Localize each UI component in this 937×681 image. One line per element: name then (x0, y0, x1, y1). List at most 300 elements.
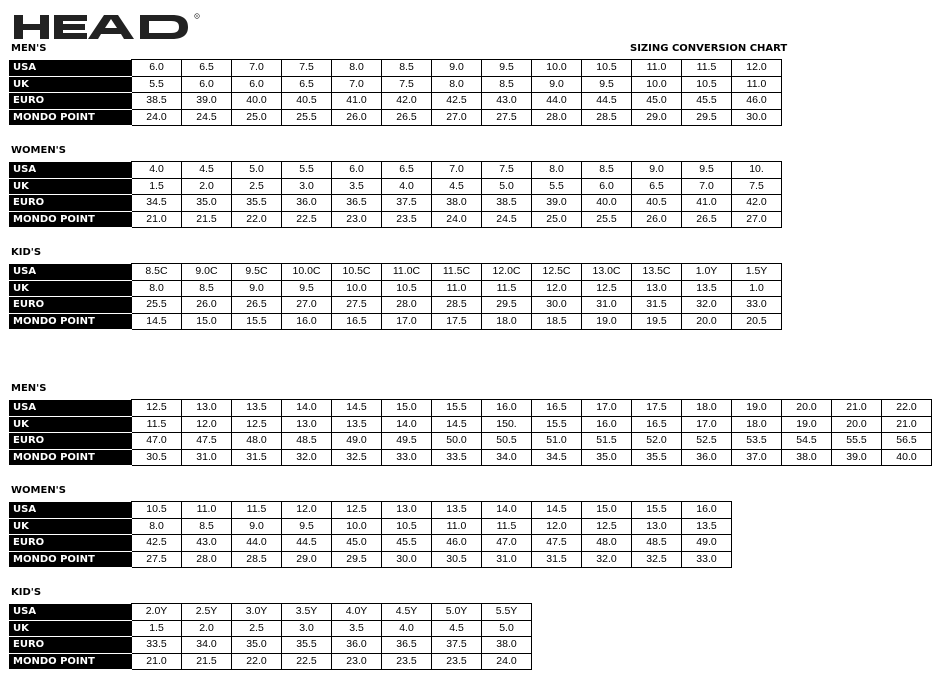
size-cell: 25.5 (132, 297, 182, 314)
size-cell: 16.0 (682, 502, 732, 519)
size-cell: 34.5 (532, 449, 582, 466)
size-cell: 35.5 (282, 637, 332, 654)
size-cell: 49.5 (382, 433, 432, 450)
size-cell: 8.0 (132, 280, 182, 297)
size-cell: 6.0 (582, 178, 632, 195)
size-cell: 4.0Y (332, 604, 382, 621)
size-cell: 7.0 (332, 76, 382, 93)
size-cell: 24.5 (482, 211, 532, 228)
size-cell: 16.0 (482, 400, 532, 417)
size-cell: 32.5 (332, 449, 382, 466)
size-cell: 34.5 (132, 195, 182, 212)
size-cell: 10. (732, 162, 782, 179)
size-cell: 40.5 (632, 195, 682, 212)
size-cell: 29.5 (682, 109, 732, 126)
size-cell: 16.0 (282, 313, 332, 330)
size-cell: 44.5 (582, 93, 632, 110)
size-cell: 45.0 (332, 535, 382, 552)
size-cell: 40.5 (282, 93, 332, 110)
size-cell: 33.0 (732, 297, 782, 314)
table-row (10, 433, 932, 450)
size-cell: 47.5 (182, 433, 232, 450)
size-cell: 8.0 (532, 162, 582, 179)
size-cell: 13.5 (232, 400, 282, 417)
size-cell: 10.5 (682, 76, 732, 93)
table-row (10, 653, 532, 670)
size-cell: 21.0 (882, 416, 932, 433)
size-cell: 23.0 (332, 211, 382, 228)
size-cell: 35.0 (182, 195, 232, 212)
size-cell: 16.0 (582, 416, 632, 433)
size-cell: 26.0 (182, 297, 232, 314)
table-row (10, 518, 732, 535)
size-cell: 35.5 (232, 195, 282, 212)
size-cell: 31.0 (182, 449, 232, 466)
size-cell: 3.5Y (282, 604, 332, 621)
size-cell: 16.5 (532, 400, 582, 417)
size-cell: 10.0C (282, 264, 332, 281)
size-cell: 55.5 (832, 433, 882, 450)
size-cell: 33.0 (382, 449, 432, 466)
size-cell: 6.0 (232, 76, 282, 93)
row-label: USA (10, 502, 132, 519)
size-cell: 29.0 (632, 109, 682, 126)
size-cell: 4.5 (432, 620, 482, 637)
table-row (10, 620, 532, 637)
size-cell: 46.0 (432, 535, 482, 552)
size-cell: 16.5 (332, 313, 382, 330)
size-cell: 36.0 (682, 449, 732, 466)
size-cell: 40.0 (582, 195, 632, 212)
size-cell: 37.5 (432, 637, 482, 654)
size-cell: 7.0 (432, 162, 482, 179)
size-cell: 22.0 (232, 653, 282, 670)
table-row (10, 93, 782, 110)
size-cell: 28.0 (182, 551, 232, 568)
size-cell: 2.5Y (182, 604, 232, 621)
size-cell: 2.0Y (132, 604, 182, 621)
size-cell: 51.5 (582, 433, 632, 450)
size-cell: 26.5 (382, 109, 432, 126)
size-cell: 8.5 (182, 518, 232, 535)
size-cell: 22.0 (232, 211, 282, 228)
size-cell: 2.0 (182, 620, 232, 637)
row-label: EURO (10, 535, 132, 552)
size-cell: 11.5 (682, 60, 732, 77)
size-cell: 11.0 (432, 280, 482, 297)
row-label: MONDO POINT (10, 449, 132, 466)
size-cell: 3.0 (282, 620, 332, 637)
size-cell: 24.5 (182, 109, 232, 126)
size-cell: 8.5 (382, 60, 432, 77)
row-label: UK (10, 620, 132, 637)
size-cell: 31.5 (632, 297, 682, 314)
size-cell: 13.0 (182, 400, 232, 417)
size-cell: 15.5 (232, 313, 282, 330)
size-cell: 21.5 (182, 653, 232, 670)
row-label: UK (10, 416, 132, 433)
table-row (10, 297, 782, 314)
size-cell: 4.0 (382, 178, 432, 195)
size-cell: 12.5 (582, 280, 632, 297)
size-cell: 23.5 (382, 211, 432, 228)
size-cell: 54.5 (782, 433, 832, 450)
size-cell: 42.0 (382, 93, 432, 110)
size-cell: 11.0C (382, 264, 432, 281)
size-cell: 2.5 (232, 620, 282, 637)
size-cell: 14.0 (282, 400, 332, 417)
size-cell: 4.5Y (382, 604, 432, 621)
row-label: USA (10, 60, 132, 77)
size-cell: 20.0 (782, 400, 832, 417)
size-cell: 14.0 (482, 502, 532, 519)
size-cell: 10.0 (332, 280, 382, 297)
table-row (10, 60, 782, 77)
size-cell: 11.5 (232, 502, 282, 519)
row-label: USA (10, 604, 132, 621)
size-cell: 12.5 (232, 416, 282, 433)
row-label: UK (10, 280, 132, 297)
row-label: MONDO POINT (10, 313, 132, 330)
size-cell: 12.0 (532, 518, 582, 535)
size-cell: 12.0 (732, 60, 782, 77)
size-cell: 7.0 (682, 178, 732, 195)
size-cell: 28.5 (232, 551, 282, 568)
size-cell: 13.0 (282, 416, 332, 433)
size-cell: 43.0 (182, 535, 232, 552)
size-cell: 24.0 (132, 109, 182, 126)
section-title: WOMEN'S (11, 485, 66, 496)
size-cell: 7.5 (282, 60, 332, 77)
size-cell: 21.5 (182, 211, 232, 228)
size-cell: 29.5 (482, 297, 532, 314)
row-label: UK (10, 518, 132, 535)
size-cell: 10.5C (332, 264, 382, 281)
size-cell: 18.0 (482, 313, 532, 330)
size-cell: 36.0 (282, 195, 332, 212)
size-cell: 24.0 (432, 211, 482, 228)
size-cell: 11.0 (632, 60, 682, 77)
table-row (10, 211, 782, 228)
size-cell: 36.5 (382, 637, 432, 654)
table-row (10, 449, 932, 466)
size-cell: 30.5 (132, 449, 182, 466)
size-cell: 22.5 (282, 211, 332, 228)
size-cell: 49.0 (332, 433, 382, 450)
size-cell: 52.0 (632, 433, 682, 450)
size-cell: 2.5 (232, 178, 282, 195)
table-row (10, 76, 782, 93)
size-cell: 27.5 (132, 551, 182, 568)
size-cell: 27.0 (282, 297, 332, 314)
size-cell: 32.0 (582, 551, 632, 568)
size-cell: 6.0 (132, 60, 182, 77)
table-row (10, 313, 782, 330)
size-cell: 39.0 (532, 195, 582, 212)
size-cell: 30.0 (532, 297, 582, 314)
size-cell: 12.0C (482, 264, 532, 281)
size-cell: 4.5 (182, 162, 232, 179)
size-table (9, 161, 782, 228)
size-cell: 7.5 (482, 162, 532, 179)
size-cell: 48.0 (582, 535, 632, 552)
size-cell: 42.0 (732, 195, 782, 212)
size-cell: 11.0 (432, 518, 482, 535)
size-cell: 26.0 (332, 109, 382, 126)
size-cell: 39.0 (832, 449, 882, 466)
size-cell: 16.5 (632, 416, 682, 433)
size-cell: 31.5 (232, 449, 282, 466)
size-cell: 13.5 (332, 416, 382, 433)
size-cell: 40.0 (232, 93, 282, 110)
size-cell: 18.5 (532, 313, 582, 330)
size-cell: 8.0 (332, 60, 382, 77)
svg-text:R: R (195, 14, 199, 19)
size-cell: 1.5 (132, 620, 182, 637)
size-cell: 9.0 (232, 518, 282, 535)
size-cell: 12.5 (132, 400, 182, 417)
size-cell: 22.0 (882, 400, 932, 417)
size-cell: 49.0 (682, 535, 732, 552)
size-cell: 9.0 (232, 280, 282, 297)
chart-title: SIZING CONVERSION CHART (630, 43, 788, 54)
size-cell: 47.0 (482, 535, 532, 552)
size-table (9, 603, 532, 670)
size-cell: 56.5 (882, 433, 932, 450)
size-cell: 9.5 (282, 280, 332, 297)
size-cell: 9.5 (582, 76, 632, 93)
size-cell: 10.0 (532, 60, 582, 77)
table-row (10, 280, 782, 297)
section-title: MEN'S (11, 43, 47, 54)
size-cell: 35.0 (582, 449, 632, 466)
size-cell: 8.5C (132, 264, 182, 281)
size-cell: 1.5Y (732, 264, 782, 281)
size-cell: 20.0 (832, 416, 882, 433)
size-cell: 3.0 (282, 178, 332, 195)
table-row (10, 195, 782, 212)
size-cell: 13.0 (382, 502, 432, 519)
size-cell: 29.0 (282, 551, 332, 568)
size-cell: 30.0 (732, 109, 782, 126)
size-cell: 52.5 (682, 433, 732, 450)
size-cell: 20.5 (732, 313, 782, 330)
size-cell: 5.0Y (432, 604, 482, 621)
size-table (9, 501, 732, 568)
size-cell: 5.0 (482, 178, 532, 195)
size-cell: 8.0 (132, 518, 182, 535)
size-cell: 3.5 (332, 620, 382, 637)
size-cell: 13.5C (632, 264, 682, 281)
size-table (9, 263, 782, 330)
size-cell: 5.0 (482, 620, 532, 637)
size-cell: 10.5 (582, 60, 632, 77)
size-cell: 10.0 (632, 76, 682, 93)
size-cell: 37.5 (382, 195, 432, 212)
size-cell: 38.5 (482, 195, 532, 212)
row-label: EURO (10, 637, 132, 654)
section-title: KID'S (11, 247, 42, 258)
size-cell: 5.5 (132, 76, 182, 93)
size-cell: 4.0 (132, 162, 182, 179)
row-label: MONDO POINT (10, 551, 132, 568)
size-cell: 14.5 (432, 416, 482, 433)
size-cell: 15.0 (382, 400, 432, 417)
size-cell: 13.0 (632, 518, 682, 535)
size-cell: 38.0 (482, 637, 532, 654)
head-logo (12, 12, 202, 42)
table-row (10, 109, 782, 126)
size-cell: 11.5 (132, 416, 182, 433)
size-cell: 41.0 (682, 195, 732, 212)
size-cell: 14.0 (382, 416, 432, 433)
size-cell: 5.0 (232, 162, 282, 179)
size-cell: 15.5 (432, 400, 482, 417)
section-title: WOMEN'S (11, 145, 66, 156)
size-cell: 9.5C (232, 264, 282, 281)
size-cell: 29.5 (332, 551, 382, 568)
size-cell: 50.5 (482, 433, 532, 450)
size-cell: 37.0 (732, 449, 782, 466)
size-cell: 6.0 (332, 162, 382, 179)
size-cell: 46.0 (732, 93, 782, 110)
table-row (10, 551, 732, 568)
size-cell: 12.0 (182, 416, 232, 433)
size-cell: 24.0 (482, 653, 532, 670)
size-cell: 43.0 (482, 93, 532, 110)
size-table (9, 399, 932, 466)
size-cell: 25.5 (582, 211, 632, 228)
row-label: UK (10, 76, 132, 93)
size-cell: 6.5 (282, 76, 332, 93)
size-cell: 11.0 (732, 76, 782, 93)
size-cell: 10.0 (332, 518, 382, 535)
size-cell: 31.0 (582, 297, 632, 314)
size-cell: 11.5 (482, 518, 532, 535)
size-cell: 23.5 (432, 653, 482, 670)
size-cell: 12.0 (282, 502, 332, 519)
size-cell: 47.0 (132, 433, 182, 450)
size-cell: 30.5 (432, 551, 482, 568)
size-cell: 13.5 (682, 280, 732, 297)
row-label: UK (10, 178, 132, 195)
size-cell: 7.5 (382, 76, 432, 93)
size-cell: 27.0 (432, 109, 482, 126)
size-cell: 36.5 (332, 195, 382, 212)
size-cell: 20.0 (682, 313, 732, 330)
size-cell: 28.0 (382, 297, 432, 314)
size-cell: 48.5 (632, 535, 682, 552)
size-cell: 26.0 (632, 211, 682, 228)
size-cell: 18.0 (682, 400, 732, 417)
size-cell: 22.5 (282, 653, 332, 670)
size-cell: 14.5 (332, 400, 382, 417)
size-cell: 10.5 (382, 518, 432, 535)
size-cell: 11.0 (182, 502, 232, 519)
table-row (10, 162, 782, 179)
size-cell: 35.0 (232, 637, 282, 654)
size-cell: 19.0 (782, 416, 832, 433)
size-cell: 7.5 (732, 178, 782, 195)
row-label: EURO (10, 195, 132, 212)
size-cell: 51.0 (532, 433, 582, 450)
table-row (10, 178, 782, 195)
row-label: EURO (10, 93, 132, 110)
size-cell: 9.0 (632, 162, 682, 179)
row-label: MONDO POINT (10, 211, 132, 228)
size-cell: 40.0 (882, 449, 932, 466)
size-cell: 4.0 (382, 620, 432, 637)
size-cell: 19.0 (582, 313, 632, 330)
size-cell: 34.0 (482, 449, 532, 466)
size-cell: 35.5 (632, 449, 682, 466)
size-cell: 38.0 (432, 195, 482, 212)
size-cell: 27.5 (482, 109, 532, 126)
size-cell: 34.0 (182, 637, 232, 654)
size-cell: 2.0 (182, 178, 232, 195)
size-cell: 45.0 (632, 93, 682, 110)
size-table (9, 59, 782, 126)
size-cell: 45.5 (682, 93, 732, 110)
size-cell: 45.5 (382, 535, 432, 552)
size-cell: 17.0 (582, 400, 632, 417)
size-cell: 48.5 (282, 433, 332, 450)
size-cell: 1.0Y (682, 264, 732, 281)
size-cell: 9.0C (182, 264, 232, 281)
row-label: USA (10, 264, 132, 281)
size-cell: 17.0 (682, 416, 732, 433)
size-cell: 12.5C (532, 264, 582, 281)
row-label: MONDO POINT (10, 653, 132, 670)
size-cell: 39.0 (182, 93, 232, 110)
row-label: EURO (10, 433, 132, 450)
size-cell: 31.5 (532, 551, 582, 568)
size-cell: 10.5 (382, 280, 432, 297)
size-cell: 13.5 (432, 502, 482, 519)
size-cell: 6.0 (182, 76, 232, 93)
size-cell: 9.5 (282, 518, 332, 535)
size-cell: 44.0 (232, 535, 282, 552)
size-cell: 13.0 (632, 280, 682, 297)
size-cell: 15.5 (632, 502, 682, 519)
size-cell: 25.0 (532, 211, 582, 228)
size-cell: 17.0 (382, 313, 432, 330)
size-cell: 23.0 (332, 653, 382, 670)
size-cell: 27.5 (332, 297, 382, 314)
size-cell: 9.5 (482, 60, 532, 77)
size-cell: 9.5 (682, 162, 732, 179)
size-cell: 25.5 (282, 109, 332, 126)
size-cell: 6.5 (382, 162, 432, 179)
size-cell: 11.5 (482, 280, 532, 297)
size-cell: 15.0 (182, 313, 232, 330)
table-row (10, 604, 532, 621)
section-title: MEN'S (11, 383, 47, 394)
table-row (10, 502, 732, 519)
size-cell: 31.0 (482, 551, 532, 568)
table-row (10, 400, 932, 417)
size-cell: 15.5 (532, 416, 582, 433)
size-cell: 13.0C (582, 264, 632, 281)
size-cell: 28.5 (582, 109, 632, 126)
row-label: MONDO POINT (10, 109, 132, 126)
size-cell: 5.5 (532, 178, 582, 195)
size-cell: 17.5 (432, 313, 482, 330)
size-cell: 19.5 (632, 313, 682, 330)
size-cell: 33.0 (682, 551, 732, 568)
size-cell: 18.0 (732, 416, 782, 433)
size-cell: 42.5 (132, 535, 182, 552)
